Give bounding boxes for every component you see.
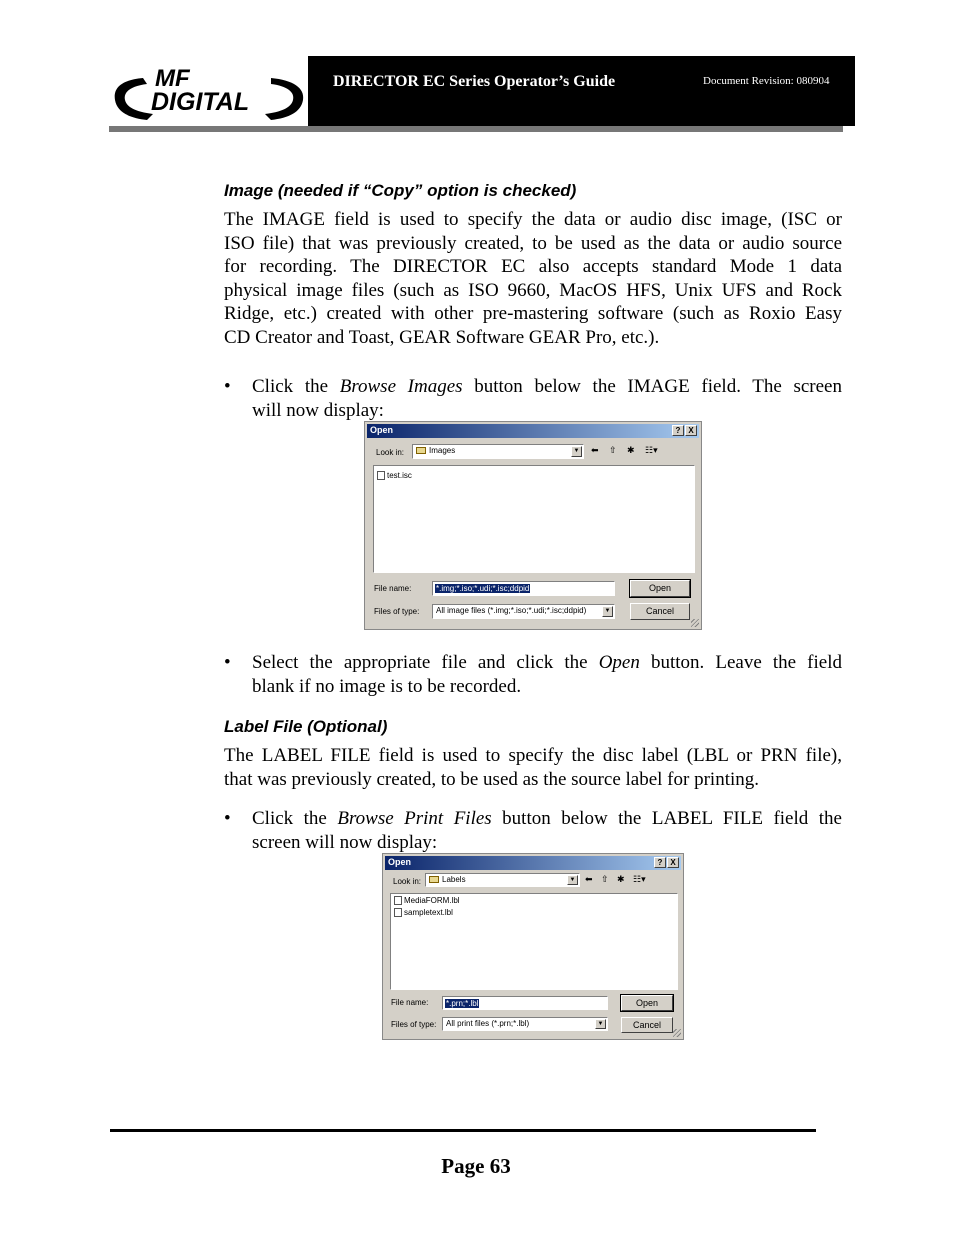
cancel-button[interactable]: Cancel xyxy=(621,1017,673,1033)
view-menu-icon[interactable]: ☷▾ xyxy=(633,874,646,884)
file-name-input[interactable]: *.prn;*.lbl xyxy=(442,996,608,1010)
file-name-input[interactable]: *.img;*.iso;*.udi;*.isc;ddpid xyxy=(432,581,615,596)
section-heading-image: Image (needed if “Copy” option is checked) xyxy=(224,181,577,200)
file-icon xyxy=(394,896,402,905)
bullet-line: screen will now display: xyxy=(252,831,438,853)
folder-icon xyxy=(416,447,426,454)
new-folder-icon[interactable]: ✱ xyxy=(627,445,635,455)
dialog-title: Open xyxy=(388,857,412,867)
file-list[interactable] xyxy=(373,465,695,573)
paragraph-line: physical image files (such as ISO 9660, MacOS HFS, Unix UFS and Rock xyxy=(224,279,842,301)
paragraph-line: ISO file) that was previously created, to be used as the data or audio source xyxy=(224,232,842,254)
look-in-select[interactable]: Images ▼ xyxy=(412,444,584,459)
page-number: Page 63 xyxy=(441,1154,511,1178)
back-icon[interactable]: ⬅ xyxy=(591,445,599,455)
look-in-label: Look in: xyxy=(393,877,422,886)
new-folder-icon[interactable]: ✱ xyxy=(617,874,625,884)
svg-text:MF: MF xyxy=(155,65,190,92)
resize-grip[interactable] xyxy=(691,619,699,627)
back-icon[interactable]: ⬅ xyxy=(585,874,593,884)
chevron-down-icon[interactable]: ▼ xyxy=(567,875,578,885)
file-name-label: File name: xyxy=(374,584,412,593)
bullet-line: Click the Browse Images button below the IMAGE field. The screen xyxy=(252,376,842,397)
look-in-label: Look in: xyxy=(376,448,405,457)
open-dialog-labels xyxy=(382,853,684,1040)
dialog-title: Open xyxy=(370,425,394,435)
file-icon xyxy=(394,908,402,917)
label-file-paragraph xyxy=(224,744,842,791)
help-icon[interactable]: ? xyxy=(654,857,666,868)
chevron-down-icon[interactable]: ▼ xyxy=(571,446,582,457)
list-item[interactable]: sampletext.lbl xyxy=(394,908,453,917)
open-dialog-images xyxy=(364,421,702,630)
chevron-down-icon[interactable]: ▼ xyxy=(595,1019,606,1029)
bullet-line: Click the Browse Print Files button below the LABEL FILE field the xyxy=(252,808,842,829)
footer-rule xyxy=(110,1129,816,1132)
files-of-type-label: Files of type: xyxy=(391,1020,437,1029)
cancel-button[interactable]: Cancel xyxy=(630,603,690,620)
list-item[interactable]: test.isc xyxy=(377,471,412,480)
paragraph-line: CD Creator and Toast, GEAR Software GEAR Pro, etc.). xyxy=(224,326,660,348)
close-icon[interactable]: X xyxy=(667,857,679,868)
header-shadow xyxy=(109,126,843,132)
file-list[interactable] xyxy=(390,893,678,990)
file-icon xyxy=(377,471,385,480)
file-name-label: File name: xyxy=(391,998,429,1007)
up-folder-icon[interactable]: ⇧ xyxy=(601,874,609,884)
paragraph-line: that was previously created, to be used as the source label for printing. xyxy=(224,768,759,790)
mf-digital-logo xyxy=(103,56,308,126)
dialog-title-bar xyxy=(385,856,681,870)
look-in-select[interactable]: Labels ▼ xyxy=(425,873,580,887)
files-of-type-label: Files of type: xyxy=(374,607,420,616)
view-menu-icon[interactable]: ☷▾ xyxy=(645,445,658,455)
bullet-dot: • xyxy=(224,376,231,397)
up-folder-icon[interactable]: ⇧ xyxy=(609,445,617,455)
document-revision: Document Revision: 080904 xyxy=(703,75,830,87)
open-button[interactable]: Open xyxy=(621,995,673,1011)
paragraph-line: The LABEL FILE field is used to specify the disc label (LBL or PRN file), xyxy=(224,745,842,766)
bullet-line: Select the appropriate file and click the Open button. Leave the field xyxy=(252,652,842,673)
open-button[interactable]: Open xyxy=(630,580,690,597)
list-item[interactable]: MediaFORM.lbl xyxy=(394,896,460,905)
bullet-line: blank if no image is to be recorded. xyxy=(252,675,522,697)
document-title: DIRECTOR EC Series Operator’s Guide xyxy=(333,73,616,90)
bullet-dot: • xyxy=(224,652,231,673)
files-of-type-select[interactable]: All print files (*.prn;*.lbl) ▼ xyxy=(442,1017,608,1031)
image-paragraph xyxy=(224,208,842,350)
page-header xyxy=(103,56,855,126)
svg-text:DIGITAL: DIGITAL xyxy=(151,88,250,116)
paragraph-line: The IMAGE field is used to specify the data or audio disc image, (ISC or xyxy=(224,209,842,230)
close-icon[interactable]: X xyxy=(685,425,697,436)
chevron-down-icon[interactable]: ▼ xyxy=(602,606,613,617)
dialog-title-bar xyxy=(367,424,699,438)
section-heading-label-file: Label File (Optional) xyxy=(224,717,388,736)
paragraph-line: Ridge, etc.) created with other pre-mastering software (such as Roxio Easy xyxy=(224,303,842,325)
folder-icon xyxy=(429,876,439,883)
resize-grip[interactable] xyxy=(673,1029,681,1037)
bullet-line: will now display: xyxy=(252,399,384,421)
help-icon[interactable]: ? xyxy=(672,425,684,436)
files-of-type-select[interactable]: All image files (*.img;*.iso;*.udi;*.isc;ddpid) ▼ xyxy=(432,604,615,619)
paragraph-line: for recording. The DIRECTOR EC also accepts standard Mode 1 data xyxy=(224,256,842,278)
bullet-dot: • xyxy=(224,808,231,829)
